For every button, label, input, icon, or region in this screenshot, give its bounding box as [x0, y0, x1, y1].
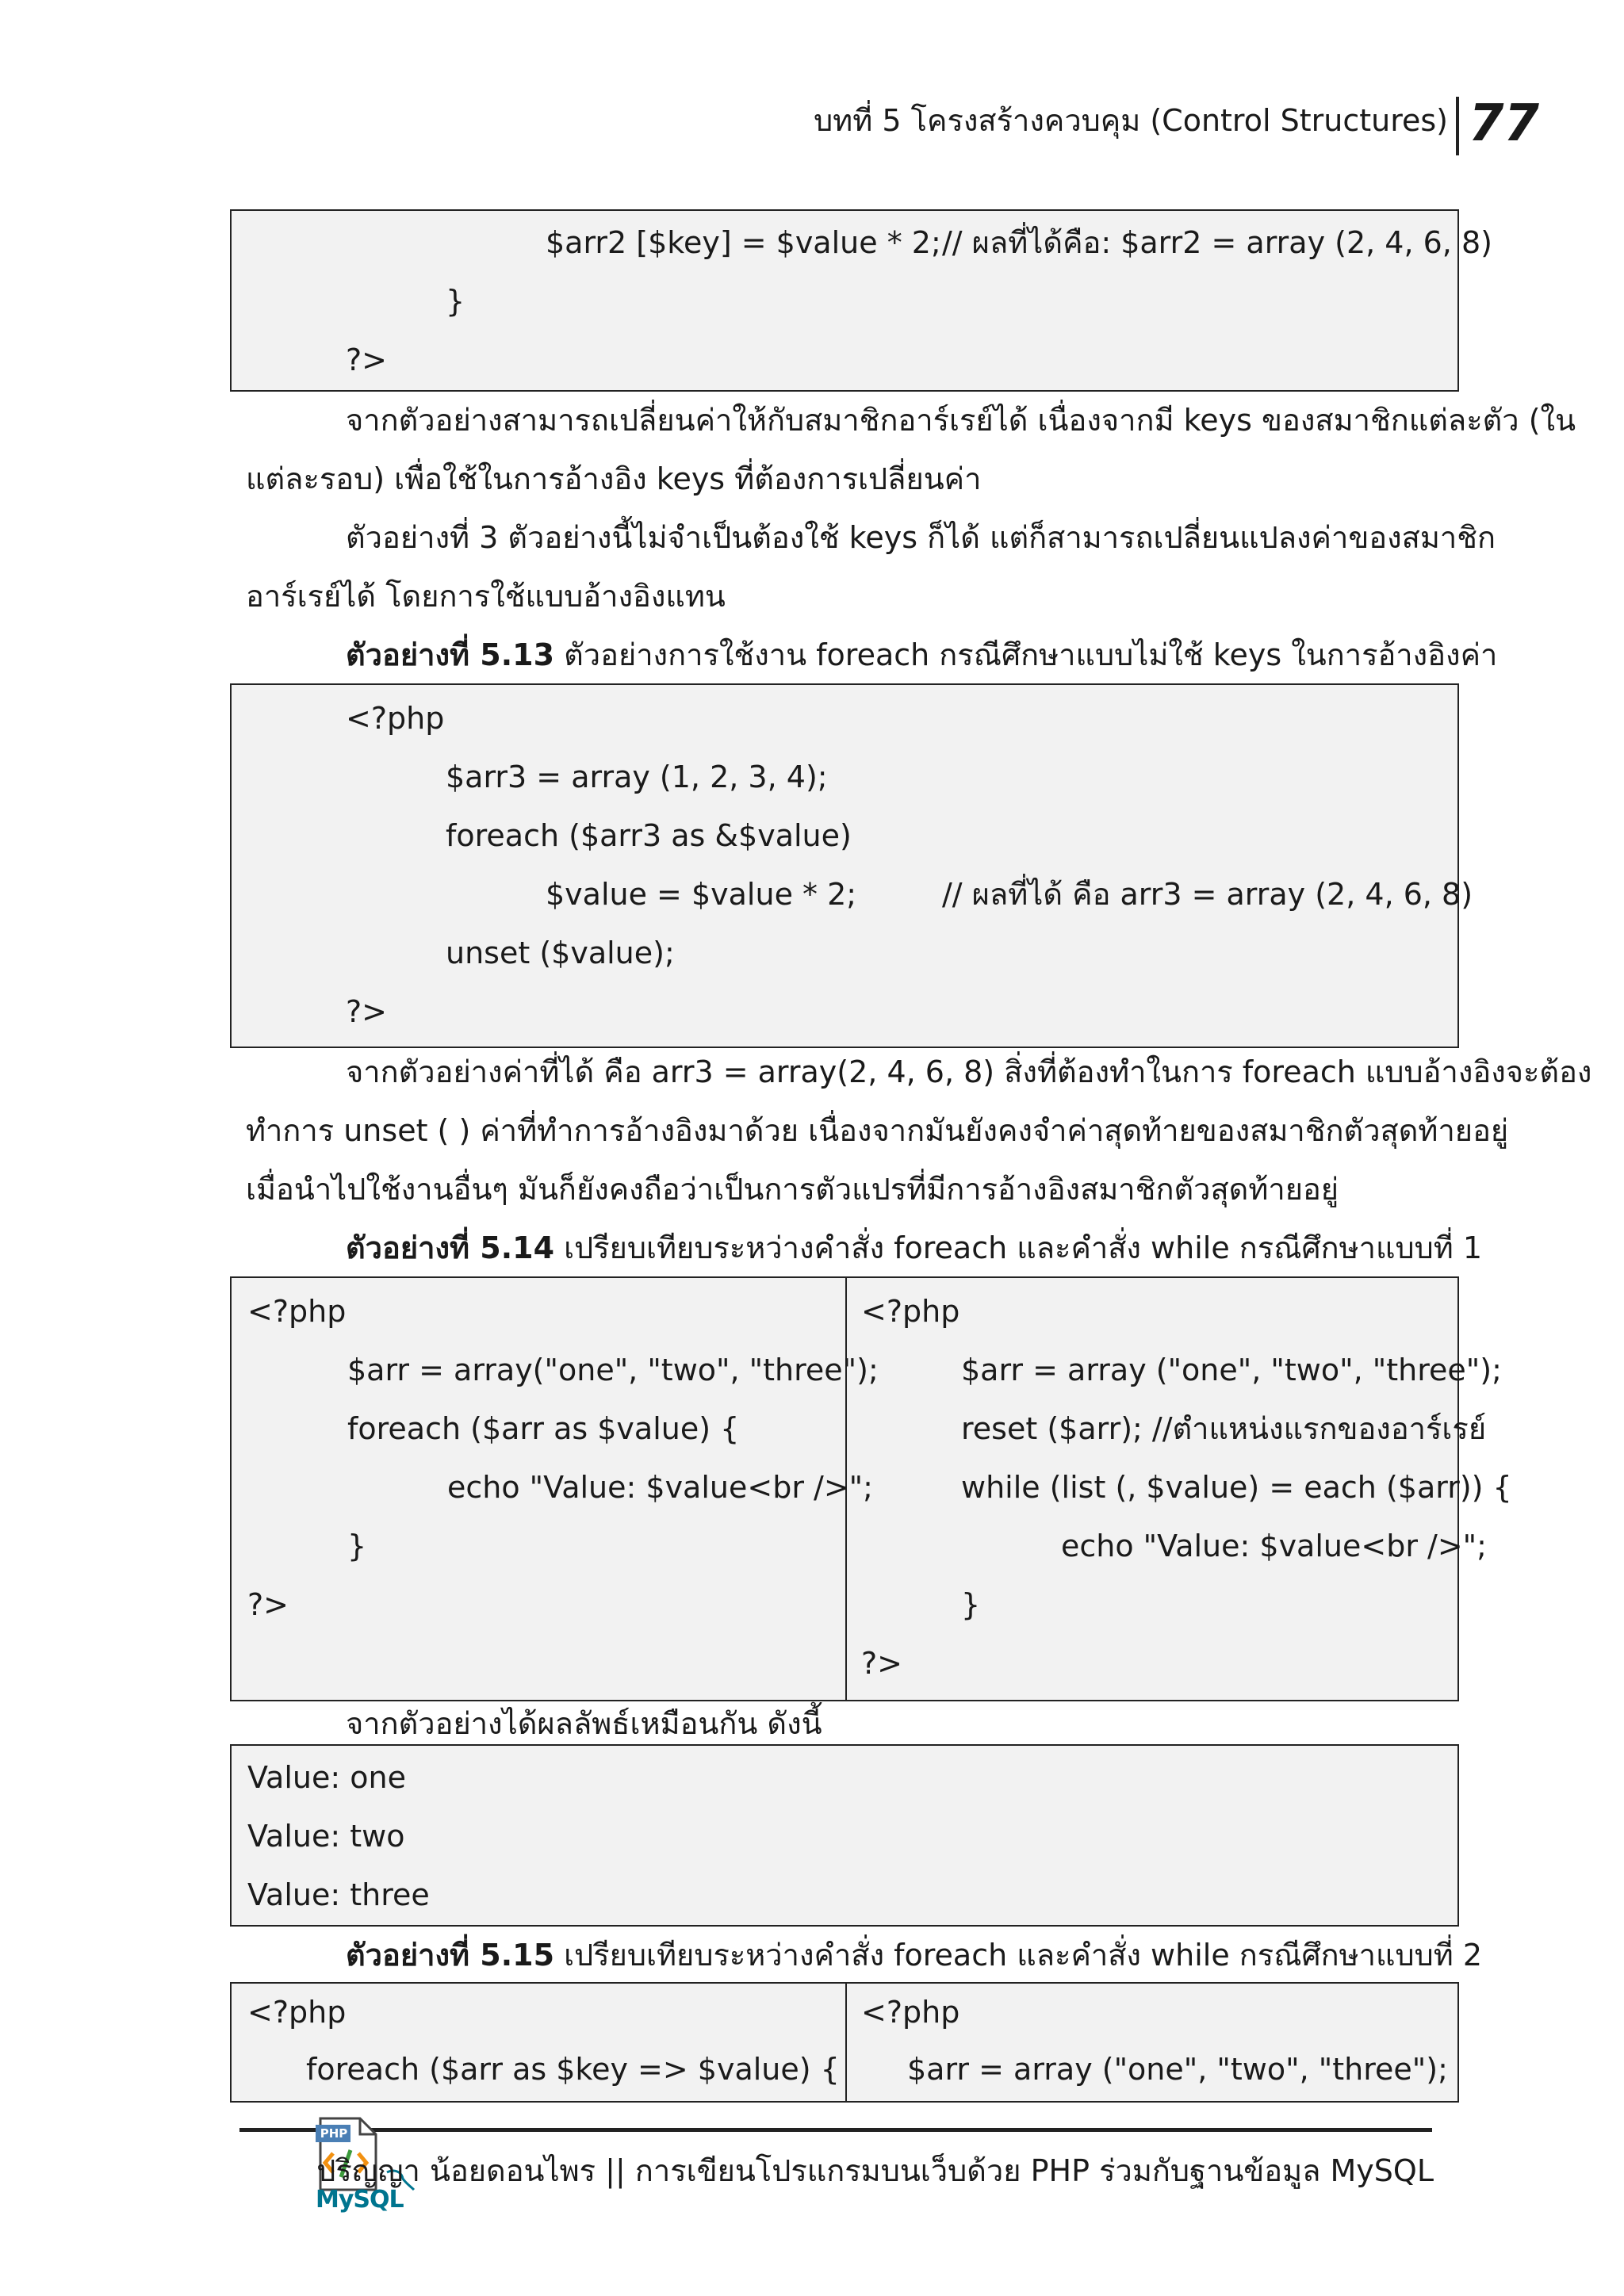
mysql-logo-text: MySQL: [316, 2186, 404, 2214]
code-line: unset ($value);: [446, 936, 675, 970]
code-line: $arr = array("one", "two", "three");: [347, 1353, 879, 1387]
example-label: ตัวอย่างที่ 5.13: [346, 637, 555, 672]
example-caption-text: เปรียบเทียบระหว่างคำสั่ง foreach และคำสั่ง while กรณีศึกษาแบบที่ 2: [554, 1938, 1482, 1973]
code-line: ?>: [247, 1587, 289, 1622]
column-divider: [845, 1984, 847, 2101]
code-line: foreach ($arr as $key => $value) {: [306, 2052, 840, 2087]
code-line: $arr = array ("one", "two", "three");: [961, 1353, 1502, 1387]
example-label: ตัวอย่างที่ 5.15: [346, 1938, 555, 1973]
code-block-1: [230, 209, 1492, 392]
code-line: <?php: [247, 1294, 347, 1329]
code-line: reset ($arr); //ตำแหน่งแรกของอาร์เรย์: [961, 1411, 1487, 1446]
code-line: $value = $value * 2;: [546, 877, 857, 912]
code-line: <?php: [861, 1995, 960, 2030]
code-block-3: [230, 1276, 1512, 1701]
logo-badge: PHP: [320, 2126, 348, 2141]
code-comment: // ผลที่ได้ คือ arr3 = array (2, 4, 6, 8): [942, 877, 1473, 912]
code-line: $arr2 [$key] = $value * 2;: [546, 225, 941, 260]
example-caption-text: เปรียบเทียบระหว่างคำสั่ง foreach และคำสั่ง while กรณีศึกษาแบบที่ 1: [554, 1230, 1482, 1265]
code-line: ?>: [346, 342, 388, 377]
example-caption-5-14: [346, 1230, 1482, 1267]
code-line: echo "Value: $value<br />";: [447, 1470, 873, 1505]
code-line: }: [961, 1587, 981, 1622]
paragraph-line: ตัวอย่างที่ 3 ตัวอย่างนี้ไม่จำเป็นต้องใช้ keys ก็ได้ แต่ก็สามารถเปลี่ยนแปลงค่าของสมาชิก: [346, 520, 1496, 555]
code-line: while (list (, $value) = each ($arr)) {: [961, 1470, 1512, 1505]
code-block-2: [230, 683, 1473, 1048]
paragraph-line: เมื่อนำไปใช้งานอื่นๆ มันก็ยังคงถือว่าเป็นการตัวแปรที่มีการอ้างอิงสมาชิกตัวสุดท้ายอยู่: [246, 1172, 1339, 1207]
example-caption-5-13: [346, 637, 1497, 674]
code-line: $arr3 = array (1, 2, 3, 4);: [446, 760, 828, 794]
paragraph-line: จากตัวอย่างได้ผลลัพธ์เหมือนกัน ดังนี้: [346, 1706, 822, 1741]
code-line: echo "Value: $value<br />";: [1061, 1529, 1487, 1563]
code-line: }: [347, 1529, 367, 1563]
paragraph-line: จากตัวอย่างสามารถเปลี่ยนค่าให้กับสมาชิกอาร์เรย์ได้ เนื่องจากมี keys ของสมาชิกแต่ละตัว (ใน: [346, 403, 1576, 438]
code-line: foreach ($arr as $value) {: [347, 1411, 740, 1446]
code-line: ?>: [861, 1646, 903, 1681]
chapter-title: บทที่ 5 โครงสร้างควบคุม (Control Structures): [814, 103, 1448, 138]
code-line: <?php: [346, 701, 445, 736]
code-line: $arr = array ("one", "two", "three");: [907, 2052, 1448, 2087]
output-line: Value: three: [247, 1877, 430, 1912]
code-line: }: [446, 284, 465, 319]
paragraph-line: แต่ละรอบ) เพื่อใช้ในการอ้างอิง keys ที่ต้องการเปลี่ยนค่า: [246, 461, 982, 496]
example-caption-5-15: [346, 1938, 1482, 1974]
paragraph-line: จากตัวอย่างค่าที่ได้ คือ arr3 = array(2, 4, 6, 8) สิ่งที่ต้องทำในการ foreach แบบอ้างอิงจะต้อง: [346, 1054, 1592, 1089]
page-number: 77: [1469, 94, 1540, 153]
output-line: Value: two: [247, 1819, 405, 1854]
output-block: [230, 1744, 1459, 1927]
footer-text: ปริญญา น้อยดอนไพร || การเขียนโปรแกรมบนเว็บด้วย PHP ร่วมกับฐานข้อมูล MySQL: [316, 2153, 1434, 2188]
paragraph-line: ทำการ unset ( ) ค่าที่ทำการอ้างอิงมาด้วย เนื่องจากมันยังคงจำค่าสุดท้ายของสมาชิกตัวสุดท้ายอยู่: [246, 1113, 1509, 1148]
header-divider: [1456, 97, 1459, 155]
code-line: ?>: [346, 994, 388, 1029]
code-comment: // ผลที่ได้คือ: $arr2 = array (2, 4, 6, 8): [942, 225, 1492, 260]
example-label: ตัวอย่างที่ 5.14: [346, 1230, 555, 1265]
code-line: foreach ($arr3 as &$value): [446, 818, 852, 853]
code-line: <?php: [861, 1294, 960, 1329]
paragraph-line: อาร์เรย์ได้ โดยการใช้แบบอ้างอิงแทน: [246, 579, 726, 614]
output-line: Value: one: [247, 1760, 406, 1795]
example-caption-text: ตัวอย่างการใช้งาน foreach กรณีศึกษาแบบไม่ใช้ keys ในการอ้างอิงค่า: [554, 637, 1498, 672]
code-block-4: [230, 1982, 1459, 2103]
code-line: <?php: [247, 1995, 347, 2030]
